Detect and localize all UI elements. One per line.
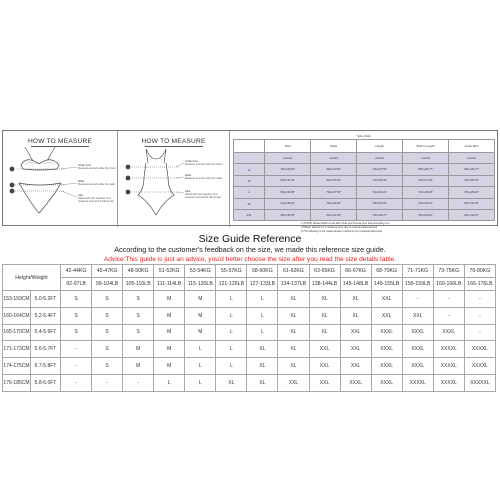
size-cell: - xyxy=(433,307,464,324)
weight-kg-header: 71-71KG xyxy=(402,265,433,278)
size-chart xyxy=(233,134,495,233)
size-chart-cell: 76cm/29.92" xyxy=(403,209,449,220)
size-cell: M xyxy=(154,341,185,358)
size-cell: XL xyxy=(278,341,309,358)
weight-lb-header: 138-144LB xyxy=(309,278,340,291)
size-chart-cell: 82cm/32.28" xyxy=(311,209,357,220)
size-chart-cell: cm/inch xyxy=(311,153,357,164)
size-chart-cell: 72cm/28.35" xyxy=(403,187,449,198)
size-cell: S xyxy=(123,307,154,324)
size-chart-cell: cm/inch xyxy=(403,153,449,164)
size-guide xyxy=(2,228,498,265)
size-chart-size xyxy=(234,153,265,164)
table-row xyxy=(3,324,496,341)
note-hips: Hips Stand with feet together and measure around the fullest part xyxy=(78,194,114,203)
size-cell: - xyxy=(61,358,92,375)
size-chart-cell: 60cm/23.62" xyxy=(311,164,357,175)
size-cell: XXXXL xyxy=(433,341,464,358)
size-chart-cell: cm/inch xyxy=(357,153,403,164)
weight-lb-header: 92-97LB xyxy=(61,278,92,291)
size-chart-cell: 76cm/29.92" xyxy=(265,164,311,175)
note-hips: Hips Stand with feet together and measure around the fullest part xyxy=(185,190,221,199)
size-chart-header: Bottom Length xyxy=(403,140,449,153)
size-cell: XXXL xyxy=(371,324,402,341)
size-chart-cell: 68cm/26.77" xyxy=(449,164,495,175)
size-cell: XL xyxy=(309,307,340,324)
note-under-bust: Under bust Measure around under the chest xyxy=(185,160,223,166)
size-cell: M xyxy=(185,291,216,308)
size-chart-cell: 92cm/36.22" xyxy=(265,198,311,209)
size-cell: XXXXXL xyxy=(464,374,495,391)
height-cm: 176-185CM xyxy=(3,374,31,391)
size-cell: L xyxy=(216,324,247,341)
size-cell: M xyxy=(123,358,154,375)
size-chart-size: XL xyxy=(234,198,265,209)
table-row xyxy=(3,358,496,375)
size-chart-cell: 76cm/29.92" xyxy=(311,198,357,209)
height-ft: 5.2-5.4FT xyxy=(31,307,61,324)
size-cell: - xyxy=(123,374,154,391)
size-cell: M xyxy=(154,358,185,375)
size-chart-cell: 64cm/25.20" xyxy=(311,175,357,186)
height-cm: 174-175CM xyxy=(3,358,31,375)
how-to-measure-bikini xyxy=(3,131,118,227)
size-cell: S xyxy=(123,291,154,308)
size-cell: - xyxy=(402,291,433,308)
size-guide-subtitle: According to the customer's feedback on the size, we made this reference size guide. xyxy=(114,245,386,254)
size-chart-row xyxy=(234,164,495,175)
weight-kg-header: 58-60KG xyxy=(247,265,278,278)
size-chart-row xyxy=(234,187,495,198)
size-chart-header xyxy=(234,140,265,153)
height-weight-label: Height/Weight xyxy=(3,265,61,291)
height-ft: 5.7-5.8FT xyxy=(31,358,61,375)
size-cell: XL xyxy=(247,341,278,358)
size-cell: - xyxy=(464,324,495,341)
size-cell: XXL xyxy=(402,307,433,324)
table-row xyxy=(3,291,496,308)
size-cell: L xyxy=(247,324,278,341)
size-cell: L xyxy=(216,291,247,308)
weight-kg-header: 66-67KG xyxy=(340,265,371,278)
size-cell: S xyxy=(61,324,92,341)
size-guide-advice: Advice:This guide is just an advice, you'd better choose the size after you read the size details table. xyxy=(103,256,397,263)
size-chart-header: Waist xyxy=(311,140,357,153)
weight-lb-header: 134-137LB xyxy=(278,278,309,291)
size-cell: XXXXL xyxy=(433,358,464,375)
size-cell: - xyxy=(464,291,495,308)
size-chart-row xyxy=(234,153,495,164)
weight-kg-header: 45-47KG xyxy=(92,265,123,278)
size-cell: XXXXL xyxy=(464,341,495,358)
size-cell: L xyxy=(185,374,216,391)
height-cm: 153-159CM xyxy=(3,291,31,308)
size-guide-table xyxy=(2,264,496,392)
size-chart-header: Length xyxy=(357,140,403,153)
weight-lb-header: 105-110LB xyxy=(123,278,154,291)
weight-lb-header: 111-114LB xyxy=(154,278,185,291)
size-chart-cell: 78cm/30.71" xyxy=(357,209,403,220)
size-cell: L xyxy=(154,374,185,391)
height-cm: 160-164CM xyxy=(3,307,31,324)
table-row xyxy=(3,307,496,324)
size-cell: XL xyxy=(278,324,309,341)
weight-kg-row xyxy=(3,265,496,278)
size-cell: - xyxy=(464,307,495,324)
weight-kg-header: 55-57KG xyxy=(216,265,247,278)
size-chart-notes: 1.(NOTE) Please Refer to the Size chart and choose your size according to it 2.Please allow 0-3 cm measure error due to manual measurement 3.The following is the measurement method of our products(reference) xyxy=(301,222,390,233)
note-waist: Waist Measure around under the waist xyxy=(78,180,116,186)
size-cell: XXXXL xyxy=(433,374,464,391)
size-cell: XL xyxy=(278,358,309,375)
weight-lb-header: 121-126LB xyxy=(216,278,247,291)
size-cell: XXXL xyxy=(402,324,433,341)
size-cell: M xyxy=(154,307,185,324)
size-cell: XXXL xyxy=(340,374,371,391)
size-chart-cell: 84cm/33.07" xyxy=(449,209,495,220)
size-cell: L xyxy=(216,307,247,324)
height-ft: 5.4-5.6FT xyxy=(31,324,61,341)
size-chart-size: 2XL xyxy=(234,209,265,220)
size-chart-cell: 70cm/27.56" xyxy=(311,187,357,198)
size-chart-cell: 74cm/29.13" xyxy=(403,198,449,209)
size-cell: L xyxy=(185,358,216,375)
weight-lb-header: 145-148LB xyxy=(340,278,371,291)
size-cell: XXXL xyxy=(433,324,464,341)
size-cell: XL xyxy=(340,307,371,324)
height-ft: 5.6-5.7FT xyxy=(31,341,61,358)
size-cell: XXXXL xyxy=(464,358,495,375)
size-chart-cell: 68cm/26.77" xyxy=(403,164,449,175)
size-cell: S xyxy=(92,341,123,358)
size-cell: M xyxy=(154,291,185,308)
size-chart-cell: 70cm/27.56" xyxy=(403,175,449,186)
weight-kg-header: 61-62KG xyxy=(278,265,309,278)
weight-lb-row xyxy=(3,278,496,291)
weight-lb-header: 156-159LB xyxy=(402,278,433,291)
size-cell: XL xyxy=(247,358,278,375)
weight-lb-header: 166-176LB xyxy=(464,278,495,291)
size-cell: XXL xyxy=(371,307,402,324)
how-to-measure-swimsuit xyxy=(118,131,230,227)
size-cell: XXL xyxy=(309,341,340,358)
weight-lb-header: 99-104LB xyxy=(92,278,123,291)
size-cell: XXXXL xyxy=(402,374,433,391)
size-cell: S xyxy=(123,324,154,341)
size-cell: XL xyxy=(340,291,371,308)
note-waist: Waist Measure around under the waist xyxy=(185,174,223,180)
size-cell: XXXL xyxy=(371,358,402,375)
size-cell: M xyxy=(185,324,216,341)
how-to-measure-title: HOW TO MEASURE xyxy=(3,138,117,147)
size-chart-table xyxy=(233,139,495,221)
size-cell: S xyxy=(92,324,123,341)
size-cell: XL xyxy=(309,324,340,341)
size-chart-cell: 76cm/29.92" xyxy=(357,198,403,209)
size-guide-title: Size Guide Reference xyxy=(198,233,302,245)
size-chart-cell: 80cm/31.50" xyxy=(449,198,495,209)
height-ft: 5.8-6.0FT xyxy=(31,374,61,391)
note-under-bust: Under bust Measure around under the chest xyxy=(78,164,116,170)
size-cell: XXXL xyxy=(371,341,402,358)
table-row xyxy=(3,374,496,391)
size-cell: XXL xyxy=(309,358,340,375)
size-chart-size: M xyxy=(234,175,265,186)
weight-kg-header: 76-80KG xyxy=(464,265,495,278)
size-cell: M xyxy=(123,341,154,358)
size-cell: S xyxy=(92,307,123,324)
size-cell: S xyxy=(61,307,92,324)
weight-kg-header: 53-54KG xyxy=(185,265,216,278)
size-cell: L xyxy=(247,291,278,308)
size-cell: - xyxy=(433,291,464,308)
size-cell: XXXL xyxy=(402,341,433,358)
size-chart-row xyxy=(234,198,495,209)
size-cell: XXL xyxy=(340,324,371,341)
size-cell: - xyxy=(61,341,92,358)
weight-kg-header: 68-70KG xyxy=(371,265,402,278)
weight-kg-header: 73-75KG xyxy=(433,265,464,278)
size-cell: M xyxy=(154,324,185,341)
size-cell: XL xyxy=(216,374,247,391)
size-cell: - xyxy=(61,374,92,391)
height-cm: 171-173CM xyxy=(3,341,31,358)
size-chart-cell: cm/inch xyxy=(265,153,311,164)
weight-kg-header: 63-65KG xyxy=(309,265,340,278)
measurement-panel xyxy=(2,130,498,233)
size-cell: L xyxy=(216,358,247,375)
size-chart-cell: 80cm/31.50" xyxy=(265,175,311,186)
size-cell: XXL xyxy=(309,374,340,391)
size-cell: S xyxy=(61,291,92,308)
size-cell: S xyxy=(92,291,123,308)
height-cm: 165-170CM xyxy=(3,324,31,341)
size-chart-cell: 72cm/28.35" xyxy=(357,175,403,186)
weight-lb-header: 115-120LB xyxy=(185,278,216,291)
size-cell: XXL xyxy=(278,374,309,391)
size-chart-size: L xyxy=(234,187,265,198)
bikini-figure-icon xyxy=(3,131,118,227)
size-chart-cell: 76cm/29.92" xyxy=(449,187,495,198)
size-cell: XL xyxy=(278,291,309,308)
size-cell: M xyxy=(185,307,216,324)
size-chart-cell: 74cm/29.13" xyxy=(357,187,403,198)
size-chart-cell: 70cm/27.56" xyxy=(357,164,403,175)
size-cell: L xyxy=(216,341,247,358)
size-chart-cell: cm/inch xyxy=(449,153,495,164)
size-cell: XL xyxy=(247,374,278,391)
size-chart-cell: 98cm/38.58" xyxy=(265,209,311,220)
size-chart-header: Under Bust xyxy=(449,140,495,153)
size-cell: XXXL xyxy=(371,374,402,391)
size-cell: XXL xyxy=(340,358,371,375)
size-cell: XL xyxy=(278,307,309,324)
size-cell: XXL xyxy=(371,291,402,308)
size-chart-caption: Size Chart xyxy=(356,134,371,138)
size-chart-size: S xyxy=(234,164,265,175)
table-row xyxy=(3,341,496,358)
size-chart-header: Bust xyxy=(265,140,311,153)
weight-kg-header: 51-52KG xyxy=(154,265,185,278)
size-cell: - xyxy=(92,374,123,391)
size-cell: L xyxy=(247,307,278,324)
size-chart-cell: 86cm/33.86" xyxy=(265,187,311,198)
weight-lb-header: 149-155LB xyxy=(371,278,402,291)
size-chart-row xyxy=(234,209,495,220)
weight-lb-header: 160-166LB xyxy=(433,278,464,291)
size-cell: XL xyxy=(309,291,340,308)
size-cell: XXXL xyxy=(402,358,433,375)
size-cell: XXL xyxy=(340,341,371,358)
weight-kg-header: 42-44KG xyxy=(61,265,92,278)
weight-lb-header: 127-133LB xyxy=(247,278,278,291)
size-cell: L xyxy=(185,341,216,358)
size-cell: S xyxy=(92,358,123,375)
how-to-measure-title: HOW TO MEASURE xyxy=(118,138,229,147)
height-ft: 5.0-5.2FT xyxy=(31,291,61,308)
weight-kg-header: 48-50KG xyxy=(123,265,154,278)
size-chart-cell: 72cm/28.35" xyxy=(449,175,495,186)
size-chart-row xyxy=(234,175,495,186)
